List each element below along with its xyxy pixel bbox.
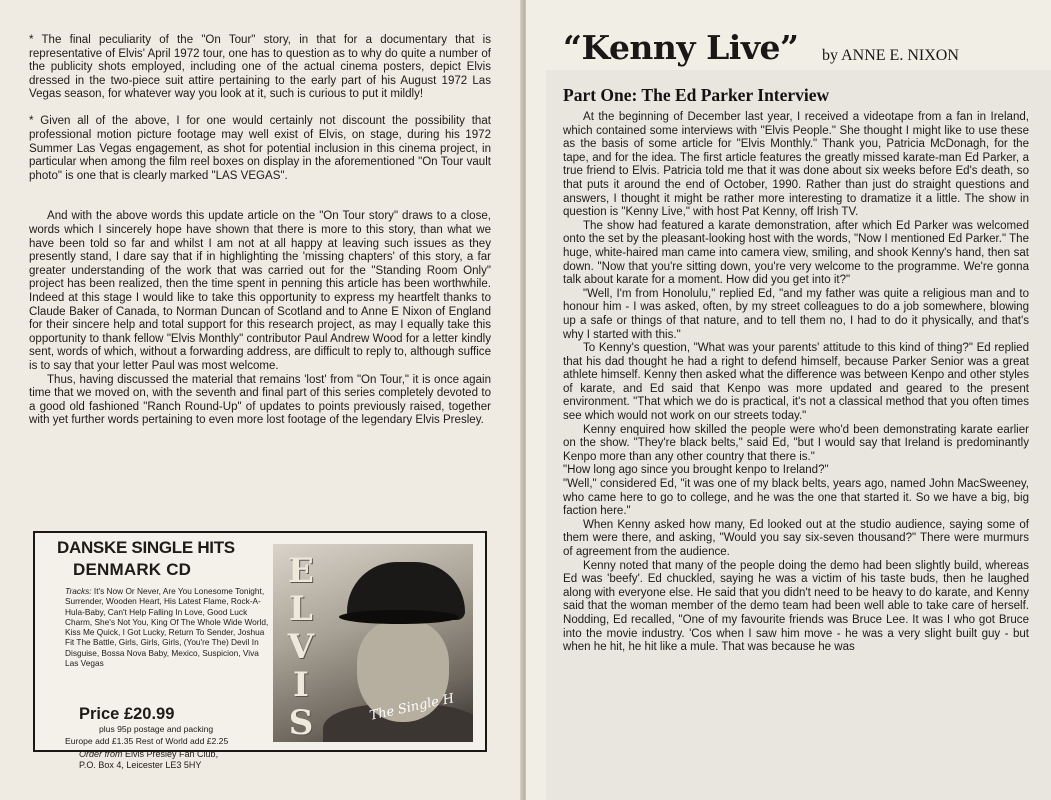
tracks-label: Tracks: xyxy=(65,586,92,596)
paragraph: Kenny enquired how skilled the people were who'd been demonstrating karate earlier on the show. "They're black belts," said Ed, "but I would say that Ireland is predominantly Kenpo more than any other country that there is." xyxy=(563,423,1029,463)
cd-advert xyxy=(33,531,487,770)
right-page xyxy=(526,0,1051,800)
cover-script-text: The Single H xyxy=(368,691,456,724)
ad-title: DANSKE SINGLE HITS xyxy=(57,538,235,557)
paragraph: When Kenny asked how many, Ed looked out at the studio audience, saying some of them were there, and asking, "Would you say six-seven thousand?" There were murmurs of agreement from the audience. xyxy=(563,518,1029,558)
paragraph: "Well," considered Ed, "it was one of my black belts, years ago, named John MacSweeney, who came here to go to college, and he was the one that started it. So we have a big, big faction here." xyxy=(563,478,1029,518)
left-page xyxy=(0,0,522,800)
ad-track-list xyxy=(65,586,269,668)
article-byline: by ANNE E. NIXON xyxy=(822,47,959,64)
ad-order-info xyxy=(79,749,218,771)
cover-letter: L xyxy=(289,589,313,629)
cover-letter: I xyxy=(293,665,309,705)
section-heading: Part One: The Ed Parker Interview xyxy=(563,85,830,105)
paragraph: Kenny noted that many of the people doing the demo had been slightly build, whereas Ed was 'beefy'. Ed chuckled, saying he was a victim of his taste buds, then he laughed along with everyone else. He said that you didn't need to be heavy to do karate, and Kenny said that the woman member of the demo team had been well able to take care of herself. Nodding, Ed recalled, "One of my favourite friends was Bruce Lee. It was I who got Bruce into the movie industry. 'Cos when I saw him move - he was a very slight built guy - but when he hit, he hit like a mule. That was because he was xyxy=(563,559,1029,654)
paragraph: Thus, having discussed the material that remains 'lost' from "On Tour," it is once again time that we moved on, with the seventh and final part of this series completely devoted to a good old fashioned "Ranch Round-Up" of updates to points previously raised, together with yet further words pertaining to even more lost footage of the legendary Elvis Presley. xyxy=(29,373,491,427)
cover-elvis-lettering xyxy=(281,552,321,742)
right-article-text xyxy=(563,111,1029,655)
tracks-text: It's Now Or Never, Are You Lonesome Tonight, Surrender, Wooden Heart, His Latest Flame, Rock-A-Hula-Baby, Can't Help Falling In Love, Good Luck Charm, She's Not You, King Of The Whole Wide World, Kiss Me Quick, I Got Lucky, Return To Sender, Joshua Fit The Battle, Girls, Girls, Girls, (You're The) Devil In Disguise, Bossa Nova Baby, Mexico, Suspicion, Viva Las Vegas xyxy=(65,586,269,669)
ad-postage: plus 95p postage and packing xyxy=(99,724,214,734)
order-club: Elvis Presley Fan Club, xyxy=(125,749,219,759)
ad-price: Price £20.99 xyxy=(79,705,175,723)
ad-subtitle: DENMARK CD xyxy=(73,560,192,579)
article-title: “Kenny Live” xyxy=(563,28,799,67)
cover-letter: V xyxy=(287,627,315,667)
paragraph: And with the above words this update article on the "On Tour story" draws to a close, words which I sincerely hope have shown that there is more to this story, than what we have been told so far and whilst I am not at all happy at leaving such issues as they presently stand, I dare say that if in highlighting the 'missing chapters' of this story, a far greater understanding of the work that was carried out for the "Standing Room Only" project has been realized, then the time spent in penning this article has been worthwhile. Indeed at this stage I would like to take this opportunity to express my heartfelt thanks to Claude Baker of Canada, to Norman Duncan of Scotland and to Anne E Nixon of England for their sincere help and total support for this research project, as may I equally take this opportunity to thank fellow "Elvis Monthly" contributor Paul Andrew Wood for a letter kindly sent, words of which, without a forwarding address, are difficult to reply to, although suffice is to say that your letter Paul was most welcome. xyxy=(29,210,491,372)
cover-letter: S xyxy=(288,703,314,742)
order-prefix: Order from xyxy=(79,749,123,759)
order-address: P.O. Box 4, Leicester LE3 5HY xyxy=(79,760,202,770)
paragraph: To Kenny's question, "What was your parents' attitude to this kind of thing?" Ed replied that his dad thought he had a right to defend himself, because Parker Senior was a great athlete himself. Kenny then asked what the difference was between Kenpo and other styles of karate, and Ed said that Kenpo was more updated and geared to the present environment. "That which we do is practical, it's not a classical method that you often times see which would not work on our streets today." xyxy=(563,342,1029,423)
paragraph: At the beginning of December last year, I received a videotape from a fan in Ireland, which contained some interviews with "Elvis People." She thought I might like to use these as the basis of some article for "Elvis Monthly." Thank you, Patricia McDonagh, for the tape, and for the idea. The first article features the greatly missed karate-man Ed Parker, a true friend to Elvis. Patricia told me that it was done about six weeks before Ed's death, so that puts it around the end of October, 1990. Rather than just do straight questions and answers, I thought it might be rather more interesting to dramatize it a little. The show in question is "Kenny Live," with host Pat Kenny, off Irish TV. xyxy=(563,111,1029,219)
paragraph: "How long ago since you brought kenpo to Ireland?" xyxy=(563,464,829,477)
paragraph: "Well, I'm from Honolulu," replied Ed, "and my father was quite a religious man and to honour him - I was asked, often, by my street colleagues to do a job somewhere, blowing up a safe or things of that nature, and to tell them no, I had to do it physically, and that's why I started with this." xyxy=(563,287,1029,341)
paragraph: * The final peculiarity of the "On Tour" story, in that for a documentary that is representative of Elvis' April 1972 tour, one has to question as to why do quite a number of the publicity shots employed, including one of the actual cinema posters, depict Elvis dressed in the two-piece suit attire pertaining to the early part of his August 1972 Las Vegas season, for whatever way you look at it, such is curious to put it mildly! xyxy=(29,34,491,101)
ad-europe-postage: Europe add £1.35 Rest of World add £2.25 xyxy=(65,736,229,746)
cover-visor xyxy=(339,610,459,624)
paragraph: * Given all of the above, I for one would certainly not discount the possibility that professional motion picture footage may well exist of Elvis, on stage, during his 1972 Summer Las Vegas engagement, as shot for potential inclusion in this cinema project, in particular when among the film reel boxes on display in the aforementioned "On Tour vault photo" is one that is clearly marked "LAS VEGAS". xyxy=(29,115,491,182)
paragraph: The show had featured a karate demonstration, after which Ed Parker was welcomed onto the set by the pleasant-looking host with the words, "Now I mentioned Ed Parker." The huge, white-haired man came into camera view, smiling, and shook Kenny's hand, then sat down. "Now that you're sitting down, you're very welcome to the programme. We're gonna talk about karate for a moment. How did you get into it?" xyxy=(563,219,1029,287)
cover-letter: E xyxy=(288,551,314,591)
left-article-text xyxy=(29,34,491,428)
cd-cover-photo xyxy=(273,544,473,742)
